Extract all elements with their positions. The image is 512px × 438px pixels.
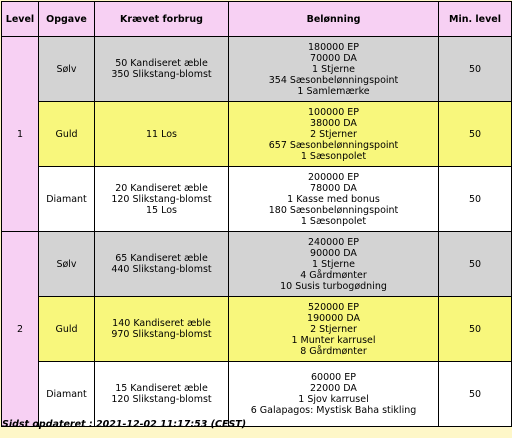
krav-cell	[95, 102, 229, 167]
krav-cell-line: 20 Kandiseret æble	[115, 182, 208, 194]
belonning-cell-line: 100000 EP	[307, 106, 360, 118]
belonning-cell	[229, 37, 439, 102]
belonning-cell-line: 1 Stjerne	[312, 63, 355, 75]
belonning-cell-line: 1 Munter karrusel	[291, 334, 376, 346]
belonning-cell	[229, 362, 439, 427]
belonning-cell-line: 1 Kasse med bonus	[287, 193, 380, 205]
table-row	[2, 37, 512, 102]
belonning-cell-line: 240000 EP	[307, 236, 360, 248]
belonning-cell-line: 6 Galapagos: Mystisk Baha stikling	[250, 405, 417, 416]
opgave-cell: Diamant	[39, 362, 95, 427]
belonning-cell-line: 180000 EP	[307, 41, 360, 53]
opgave-cell: Sølv	[39, 232, 95, 297]
header-belonning: Belønning	[229, 2, 439, 37]
krav-cell-line: 140 Kandiseret æble	[112, 318, 211, 329]
table-row	[2, 362, 512, 427]
header-min-level: Min. level	[439, 2, 512, 37]
min-level-cell: 50	[439, 297, 512, 362]
krav-cell-line: 440 Slikstang-blomst	[111, 264, 212, 275]
header-krav: Krævet forbrug	[95, 2, 229, 37]
table-row	[2, 297, 512, 362]
table-row	[2, 232, 512, 297]
last-updated: Sidst opdateret : 2021-12-02 11:17:53 (CEST)	[2, 419, 247, 430]
krav-cell-line: 15 Kandiseret æble	[115, 383, 208, 394]
belonning-cell-line: 1 Stjerne	[312, 258, 355, 270]
krav-cell-line: 65 Kandiseret æble	[115, 253, 208, 264]
belonning-cell-line: 180 Sæsonbelønningspoint	[268, 204, 399, 216]
opgave-cell: Guld	[39, 297, 95, 362]
belonning-cell-line: 22000 DA	[310, 383, 357, 394]
belonning-cell-line: 2 Stjerner	[310, 128, 357, 140]
belonning-cell-line: 8 Gårdmønter	[300, 345, 367, 357]
krav-cell-line: 350 Slikstang-blomst	[111, 69, 212, 80]
level-cell: 1	[2, 37, 39, 232]
min-level-cell: 50	[439, 167, 512, 232]
belonning-cell-line: 10 Susis turbogødning	[280, 280, 387, 292]
min-level-cell: 50	[439, 362, 512, 427]
krav-cell-line: 11 Los	[146, 128, 177, 140]
krav-cell-line: 120 Slikstang-blomst	[111, 193, 212, 205]
krav-cell	[95, 37, 229, 102]
belonning-cell-line: 1 Sæsonpolet	[300, 150, 367, 162]
krav-cell-line: 15 Los	[146, 204, 177, 216]
table-body	[2, 37, 512, 427]
krav-cell	[95, 362, 229, 427]
opgave-cell: Sølv	[39, 37, 95, 102]
table-row	[2, 167, 512, 232]
belonning-cell	[229, 232, 439, 297]
belonning-cell-line: 90000 DA	[310, 247, 357, 259]
belonning-cell-line: 1 Sæsonpolet	[300, 215, 367, 227]
belonning-cell-line: 60000 EP	[311, 372, 356, 383]
krav-cell	[95, 232, 229, 297]
krav-cell-line: 120 Slikstang-blomst	[111, 394, 212, 405]
belonning-cell-line: 78000 DA	[310, 182, 357, 194]
belonning-cell-line: 4 Gårdmønter	[300, 269, 367, 281]
belonning-cell-line: 200000 EP	[307, 171, 360, 183]
belonning-cell-line: 520000 EP	[307, 301, 360, 313]
min-level-cell: 50	[439, 232, 512, 297]
belonning-cell-line: 1 Samlemærke	[297, 85, 370, 97]
belonning-cell-line: 190000 DA	[307, 312, 360, 324]
min-level-cell: 50	[439, 37, 512, 102]
belonning-cell-line: 354 Sæsonbelønningspoint	[268, 74, 399, 86]
table-row	[2, 102, 512, 167]
belonning-cell	[229, 297, 439, 362]
header-opgave: Opgave	[39, 2, 95, 37]
krav-cell-line: 970 Slikstang-blomst	[111, 329, 212, 340]
min-level-cell: 50	[439, 102, 512, 167]
belonning-cell-line: 1 Sjov karrusel	[298, 394, 369, 405]
belonning-cell-line: 657 Sæsonbelønningspoint	[268, 139, 399, 151]
krav-cell-line: 50 Kandiseret æble	[115, 58, 208, 69]
belonning-cell	[229, 102, 439, 167]
krav-cell	[95, 297, 229, 362]
opgave-cell: Diamant	[39, 167, 95, 232]
belonning-cell-line: 38000 DA	[310, 117, 357, 129]
level-cell: 2	[2, 232, 39, 427]
belonning-cell-line: 70000 DA	[310, 52, 357, 64]
krav-cell	[95, 167, 229, 232]
opgave-cell: Guld	[39, 102, 95, 167]
quest-table	[1, 1, 512, 427]
table-header-row	[2, 2, 512, 37]
header-level: Level	[2, 2, 39, 37]
belonning-cell	[229, 167, 439, 232]
belonning-cell-line: 2 Stjerner	[310, 323, 357, 335]
